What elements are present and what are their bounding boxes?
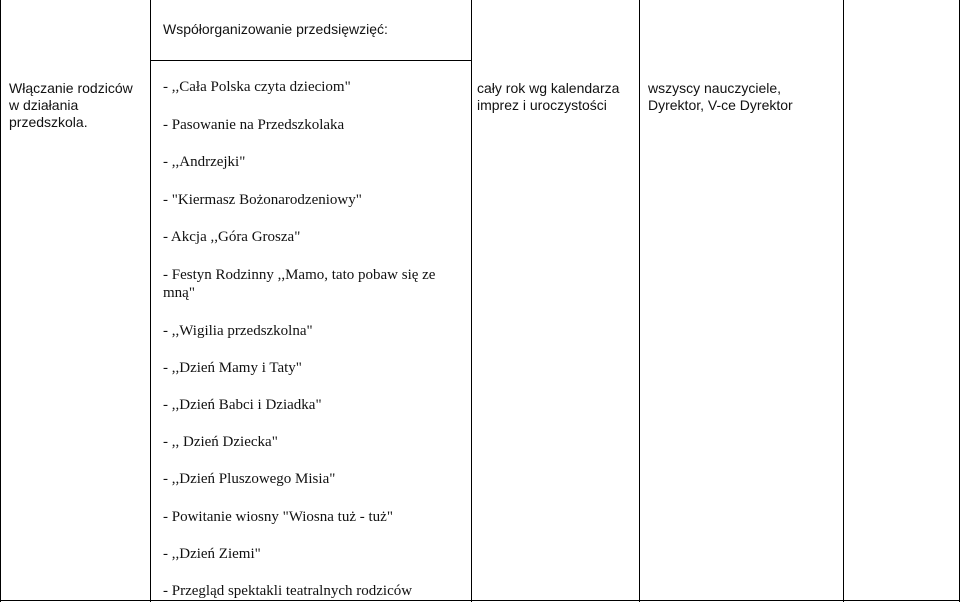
list-item: - Przegląd spektakli teatralnych rodziców [163, 583, 413, 599]
header-divider [150, 60, 471, 61]
table-border-col1 [150, 0, 151, 602]
list-item: - ,,Dzień Mamy i Taty" [163, 360, 302, 376]
table-border-col4 [843, 0, 844, 602]
list-item: - Pasowanie na Przedszkolaka [163, 117, 345, 133]
col1-line-3: przedszkola. [9, 114, 88, 130]
list-item: - ,,Wigilia przedszkolna" [163, 323, 313, 339]
col4-line-2: Dyrektor, V-ce Dyrektor [648, 97, 793, 113]
section-title: Współorganizowanie przedsięwzięć: [163, 21, 388, 37]
col1-line-1: Włączanie rodziców [9, 80, 133, 96]
col3-line-2: imprez i uroczystości [477, 97, 607, 113]
list-item: - ,,Dzień Babci i Dziadka" [163, 397, 322, 413]
list-item: - "Kiermasz Bożonarodzeniowy" [163, 192, 362, 208]
table-border-left [0, 0, 1, 602]
col4-line-1: wszyscy nauczyciele, [648, 80, 782, 96]
list-item: - ,,Dzień Ziemi" [163, 546, 261, 562]
list-item: - Akcja ,,Góra Grosza" [163, 229, 301, 245]
list-item: - Powitanie wiosny "Wiosna tuż - tuż" [163, 509, 393, 525]
table-border-bottom [0, 600, 960, 601]
table-border-col3 [639, 0, 640, 602]
list-item: - Festyn Rodzinny ,,Mamo, tato pobaw się ze mną" [163, 267, 436, 301]
list-item: - ,,Dzień Pluszowego Misia" [163, 471, 336, 487]
col1-line-2: w działania [9, 97, 79, 113]
list-item: - ,, Dzień Dziecka" [163, 434, 278, 450]
list-item: - ,,Andrzejki" [163, 154, 246, 170]
col3-line-1: cały rok wg kalendarza [477, 80, 620, 96]
list-item: - ,,Cała Polska czyta dzieciom" [163, 79, 351, 95]
